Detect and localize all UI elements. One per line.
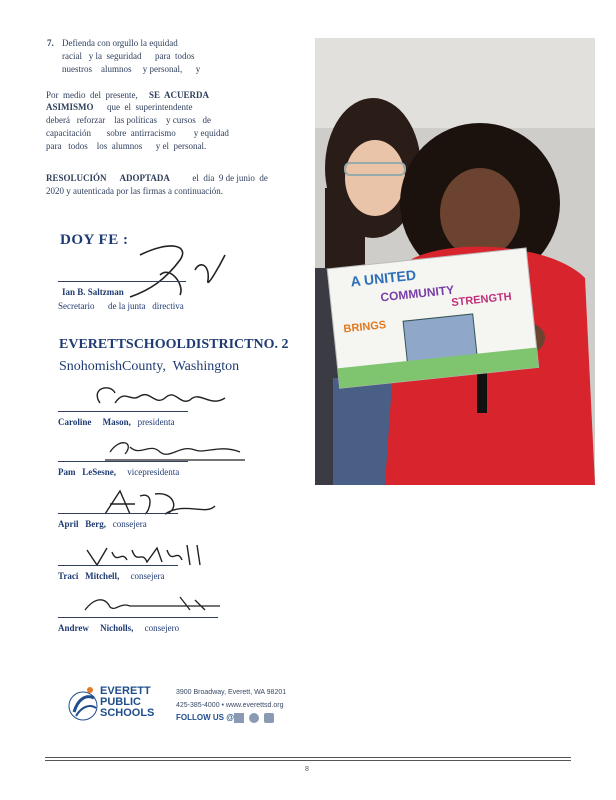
district-name: EVERETTSCHOOLDISTRICTNO. 2 [59, 337, 289, 352]
facebook-icon[interactable] [234, 713, 244, 723]
signer-nicholls: Andrew Nicholls, consejero [58, 623, 180, 633]
signer-mitchell: Traci Mitchell, consejera [58, 571, 165, 581]
footer-rule-top [45, 757, 571, 758]
signature-line-nicholls [58, 617, 218, 618]
page-number: 8 [305, 766, 309, 773]
district-county: SnohomishCounty, Washington [59, 359, 240, 374]
attest-heading: DOY FE : [60, 232, 129, 248]
poster-line-1: A UNITED [349, 266, 417, 290]
footer-rule-bottom [45, 760, 571, 761]
attest-name: Ian B. Saltzman [62, 287, 124, 297]
footer-contact: 425-385-4000 • www.everettsd.org [176, 702, 284, 709]
item-7-line-2: racial y la seguridad para todos [62, 51, 195, 61]
footer-follow-label: FOLLOW US @ [176, 713, 235, 722]
nicholls-signature [80, 592, 240, 617]
adopted-line-1: RESOLUCIÓN ADOPTADA el día 9 de junio de [46, 173, 268, 183]
signature-line-mason [58, 411, 188, 412]
signer-lesesne: Pam LeSesne, vicepresidenta [58, 467, 180, 477]
saltzman-signature [110, 235, 240, 305]
item-7-line-1: Defienda con orgullo la equidad [62, 38, 178, 48]
photo-illustration [315, 38, 595, 485]
item-7-number: 7. [47, 38, 54, 48]
signature-line-mitchell [58, 565, 178, 566]
signer-berg: April Berg, consejera [58, 519, 147, 529]
poster-line-4: STRENGTH [450, 290, 513, 310]
item-7-line-3: nuestros alumnos y personal, y [62, 64, 201, 74]
eps-logo-text: EVERETT PUBLIC SCHOOLS [100, 685, 155, 719]
footer-address: 3900 Broadway, Everett, WA 98201 [176, 689, 287, 696]
resolve-line-2: ASIMISMO que el superintendente [46, 102, 193, 112]
signature-line-berg [58, 513, 178, 514]
resolve-line-5: para todos los alumnos y el personal. [46, 141, 207, 151]
students-photo [315, 38, 595, 485]
twitter-icon[interactable] [249, 713, 259, 723]
eps-logo-icon [66, 684, 100, 724]
resolve-line-3: deberá reforzar las políticas y cursos de [46, 115, 211, 125]
signature-line-lesesne [58, 461, 188, 462]
signer-mason: Caroline Mason, presidenta [58, 417, 175, 427]
resolve-line-1: Por medio del presente, SE ACUERDA [46, 90, 209, 100]
resolve-line-4: capacitación sobre antirracismo y equidad [46, 128, 229, 138]
adopted-line-2: 2020 y autenticada por las firmas a continuación. [46, 186, 223, 196]
mason-signature [80, 378, 240, 418]
attest-title: Secretario de la junta directiva [58, 301, 184, 311]
attest-signature-line [58, 281, 186, 282]
poster-line-2: COMMUNITY [379, 282, 455, 305]
instagram-icon[interactable] [264, 713, 274, 723]
poster-line-3: BRINGS [342, 319, 387, 336]
berg-signature [95, 486, 225, 521]
